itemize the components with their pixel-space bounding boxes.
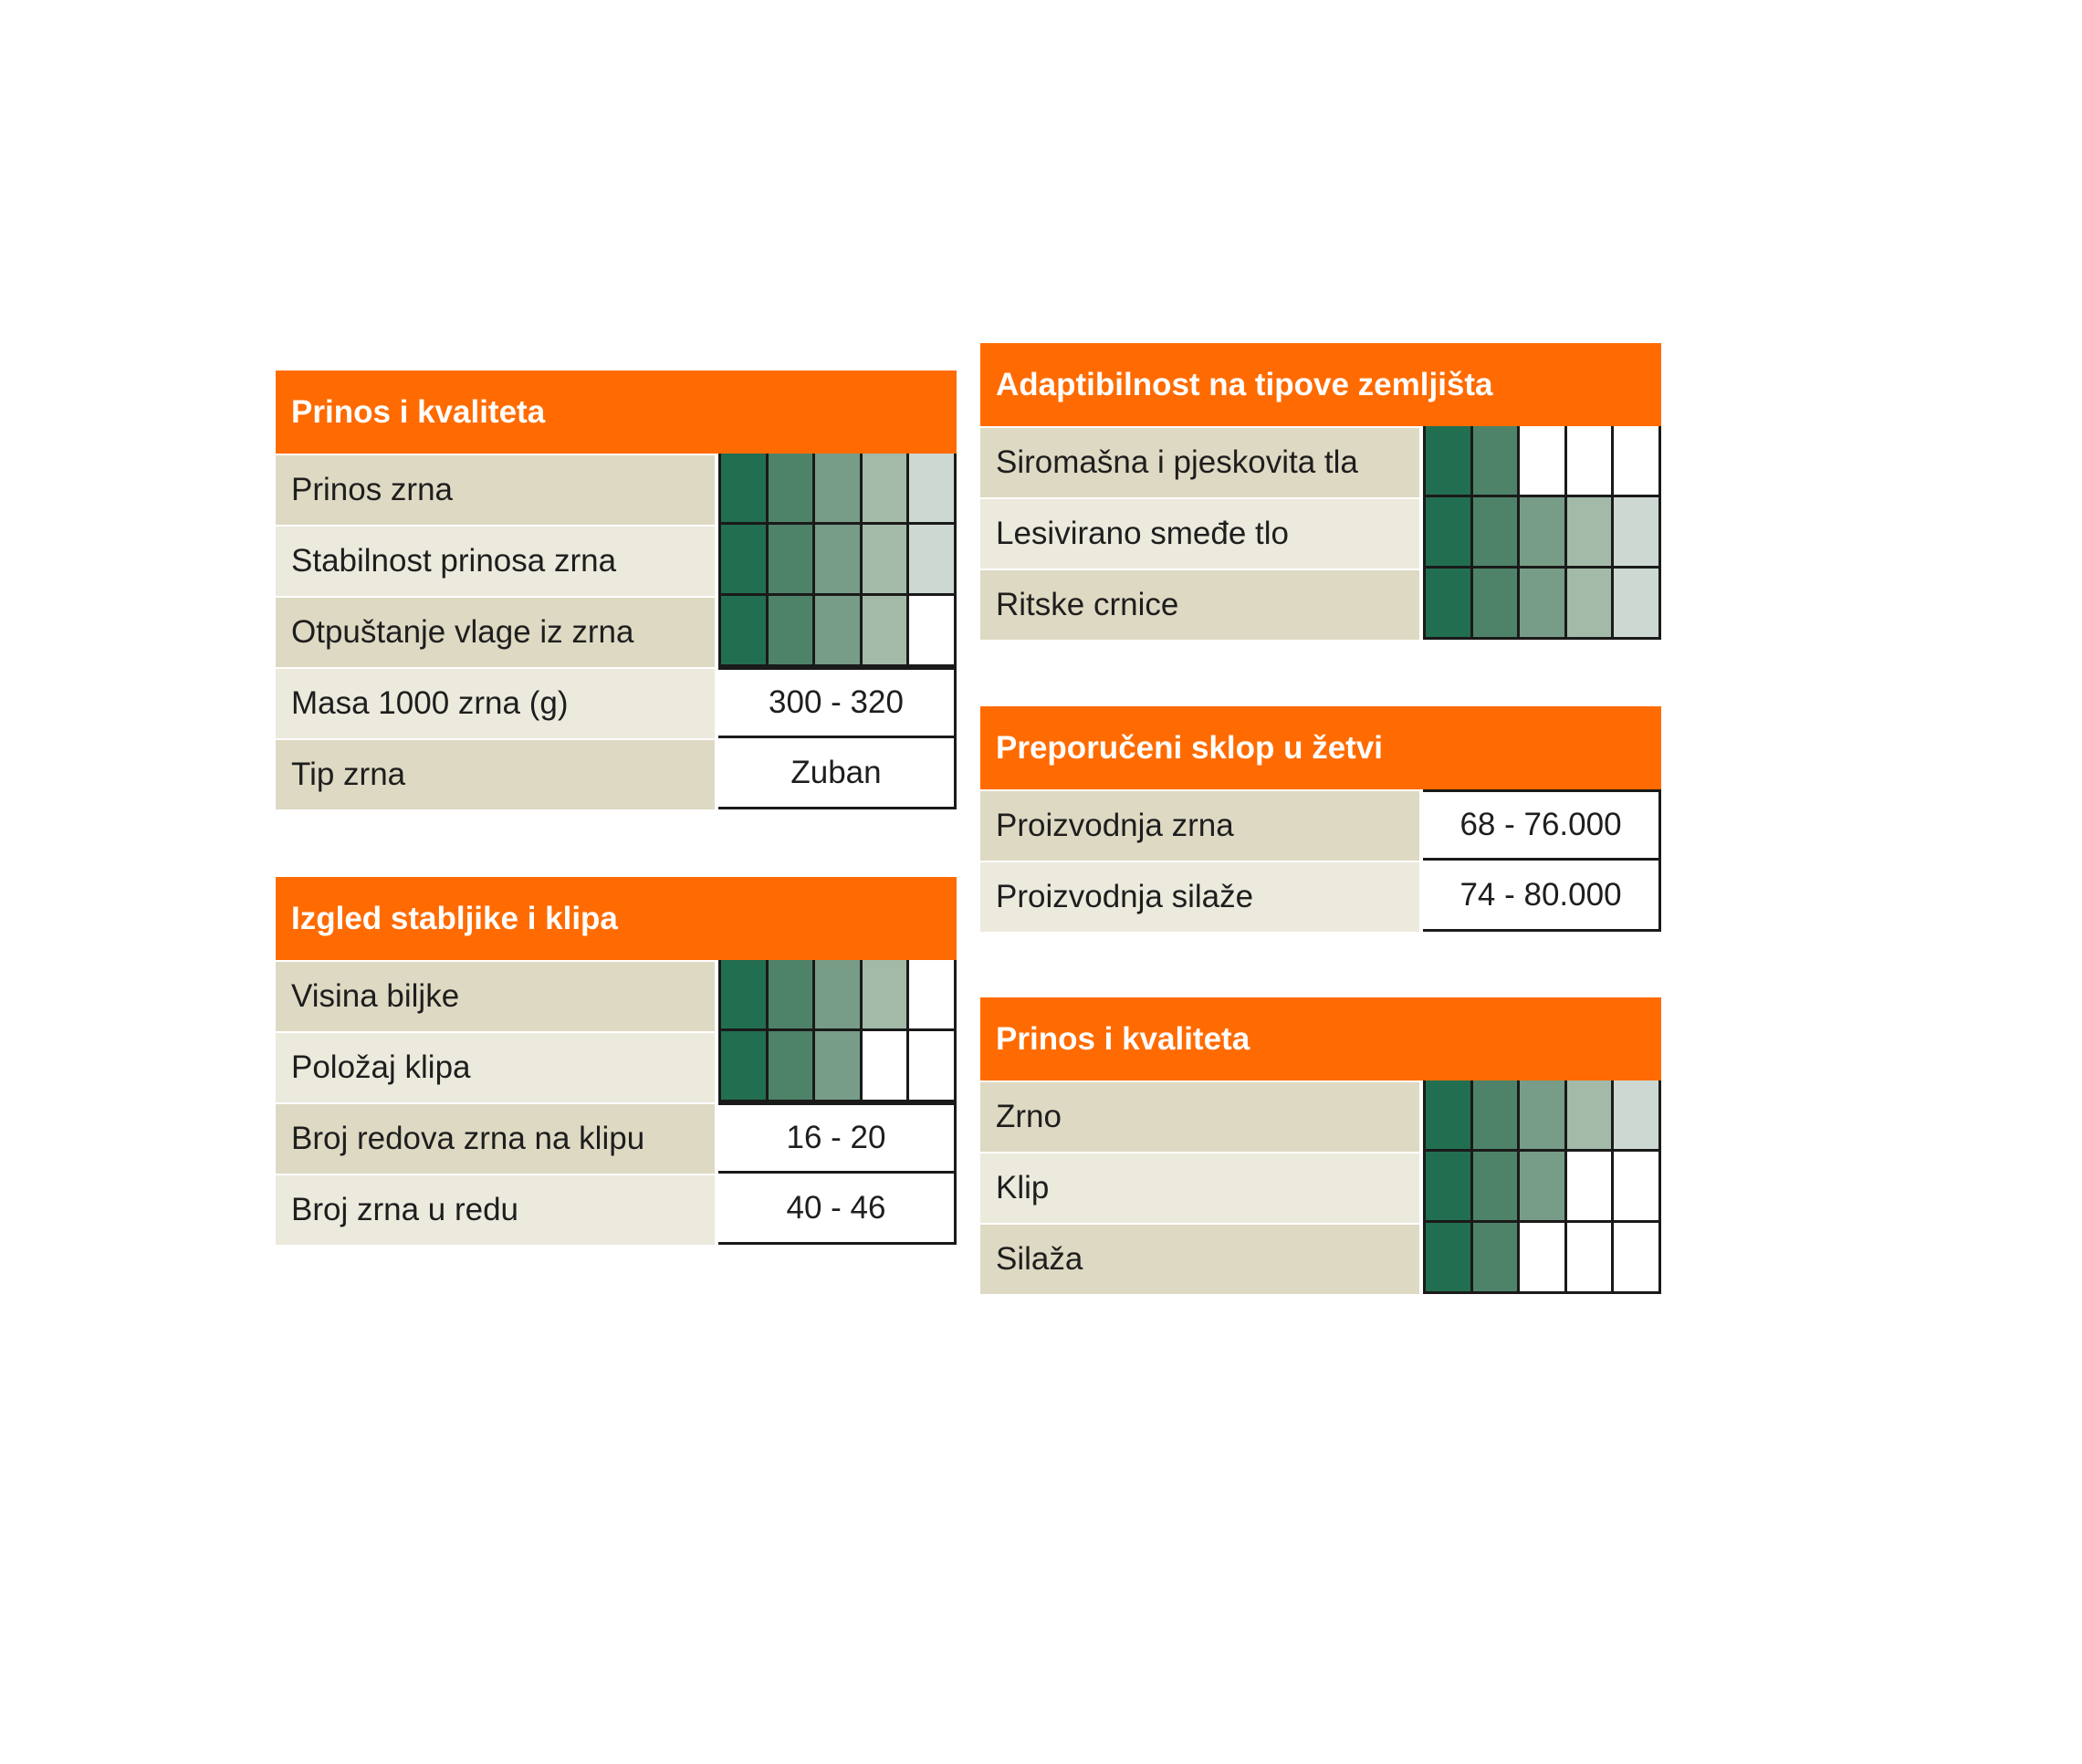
panel-title: Preporučeni sklop u žetvi bbox=[980, 706, 1661, 789]
rating-scale bbox=[1423, 426, 1661, 497]
rating-cell-empty bbox=[909, 1031, 957, 1102]
rating-cell-filled bbox=[815, 525, 863, 596]
table-row bbox=[276, 596, 957, 667]
row-label: Siromašna i pjeskovita tla bbox=[980, 428, 1419, 497]
rating-cell-filled bbox=[815, 596, 863, 667]
rating-cell-empty bbox=[1567, 426, 1615, 497]
rating-cell-empty bbox=[1614, 1152, 1661, 1223]
table-row bbox=[980, 426, 1661, 497]
rating-cell-filled bbox=[718, 454, 769, 525]
rating-cell-filled bbox=[769, 454, 816, 525]
rating-scale bbox=[1423, 497, 1661, 569]
row-label: Prinos zrna bbox=[276, 455, 715, 525]
rating-scale bbox=[1423, 1152, 1661, 1223]
rating-cell-filled bbox=[815, 1031, 863, 1102]
row-label: Stabilnost prinosa zrna bbox=[276, 527, 715, 596]
table-row bbox=[980, 1223, 1661, 1294]
rating-cell-filled bbox=[1614, 1080, 1661, 1152]
rating-cell-filled bbox=[1473, 569, 1521, 640]
rating-cell-empty bbox=[909, 960, 957, 1031]
rating-cell-filled bbox=[1423, 1223, 1473, 1294]
rating-cell-empty bbox=[909, 596, 957, 667]
row-label: Broj redova zrna na klipu bbox=[276, 1104, 715, 1174]
rating-cell-filled bbox=[863, 454, 910, 525]
rating-cell-filled bbox=[718, 1031, 769, 1102]
row-label: Zrno bbox=[980, 1082, 1419, 1152]
rating-cell-empty bbox=[1520, 426, 1567, 497]
rating-cell-filled bbox=[1423, 1152, 1473, 1223]
row-value: 300 - 320 bbox=[718, 667, 957, 738]
rating-scale bbox=[718, 960, 957, 1031]
rating-cell-filled bbox=[1567, 569, 1615, 640]
rating-cell-filled bbox=[718, 960, 769, 1031]
table-row bbox=[980, 569, 1661, 640]
row-label: Masa 1000 zrna (g) bbox=[276, 669, 715, 738]
panel-rows bbox=[980, 789, 1661, 932]
panel-prinos-kvaliteta-2 bbox=[980, 997, 1661, 1294]
rating-cell-filled bbox=[1614, 497, 1661, 569]
rating-cell-filled bbox=[769, 525, 816, 596]
row-label: Ritske crnice bbox=[980, 570, 1419, 640]
row-label: Broj zrna u redu bbox=[276, 1175, 715, 1245]
row-label: Proizvodnja silaže bbox=[980, 862, 1419, 932]
rating-scale bbox=[718, 1031, 957, 1102]
panel-izgled-stabljike bbox=[276, 877, 957, 1245]
row-label: Klip bbox=[980, 1153, 1419, 1223]
rating-cell-filled bbox=[1567, 497, 1615, 569]
panel-adaptibilnost bbox=[980, 343, 1661, 640]
panel-title: Prinos i kvaliteta bbox=[980, 997, 1661, 1080]
table-row bbox=[980, 497, 1661, 569]
rating-scale bbox=[1423, 1080, 1661, 1152]
table-row bbox=[980, 789, 1661, 861]
rating-cell-filled bbox=[909, 525, 957, 596]
rating-cell-filled bbox=[1567, 1080, 1615, 1152]
rating-cell-filled bbox=[1423, 1080, 1473, 1152]
rating-cell-filled bbox=[769, 596, 816, 667]
rating-cell-empty bbox=[1614, 1223, 1661, 1294]
row-value: Zuban bbox=[718, 738, 957, 809]
table-row bbox=[276, 454, 957, 525]
rating-cell-filled bbox=[1520, 569, 1567, 640]
rating-cell-empty bbox=[1614, 426, 1661, 497]
rating-cell-empty bbox=[863, 1031, 910, 1102]
rating-cell-filled bbox=[909, 454, 957, 525]
panel-title: Izgled stabljike i klipa bbox=[276, 877, 957, 960]
rating-cell-empty bbox=[1567, 1152, 1615, 1223]
row-label: Položaj klipa bbox=[276, 1033, 715, 1102]
rating-cell-filled bbox=[1423, 497, 1473, 569]
rating-cell-filled bbox=[1473, 1223, 1521, 1294]
table-row bbox=[980, 1152, 1661, 1223]
row-label: Lesivirano smeđe tlo bbox=[980, 499, 1419, 569]
rating-cell-filled bbox=[1473, 426, 1521, 497]
panel-rows bbox=[980, 426, 1661, 640]
rating-cell-filled bbox=[769, 960, 816, 1031]
rating-cell-filled bbox=[1520, 1152, 1567, 1223]
table-row bbox=[980, 861, 1661, 932]
rating-cell-filled bbox=[1520, 497, 1567, 569]
rating-scale bbox=[718, 596, 957, 667]
panel-prinos-kvaliteta bbox=[276, 371, 957, 809]
panel-rows bbox=[276, 454, 957, 809]
row-label: Silaža bbox=[980, 1225, 1419, 1294]
rating-cell-filled bbox=[1614, 569, 1661, 640]
rating-cell-empty bbox=[1520, 1223, 1567, 1294]
rating-cell-filled bbox=[1473, 1152, 1521, 1223]
table-row bbox=[980, 1080, 1661, 1152]
rating-cell-filled bbox=[718, 525, 769, 596]
table-row bbox=[276, 1031, 957, 1102]
table-row bbox=[276, 960, 957, 1031]
row-value: 16 - 20 bbox=[718, 1102, 957, 1174]
rating-cell-filled bbox=[1520, 1080, 1567, 1152]
rating-cell-empty bbox=[1567, 1223, 1615, 1294]
row-label: Tip zrna bbox=[276, 740, 715, 809]
table-row bbox=[276, 667, 957, 738]
row-value: 74 - 80.000 bbox=[1423, 861, 1661, 932]
rating-scale bbox=[1423, 1223, 1661, 1294]
rating-cell-filled bbox=[863, 960, 910, 1031]
row-label: Visina biljke bbox=[276, 962, 715, 1031]
rating-scale bbox=[718, 525, 957, 596]
rating-cell-filled bbox=[863, 596, 910, 667]
panel-title: Adaptibilnost na tipove zemljišta bbox=[980, 343, 1661, 426]
rating-cell-filled bbox=[718, 596, 769, 667]
rating-cell-filled bbox=[863, 525, 910, 596]
rating-cell-filled bbox=[1423, 569, 1473, 640]
rating-cell-filled bbox=[769, 1031, 816, 1102]
table-row bbox=[276, 525, 957, 596]
row-label: Otpuštanje vlage iz zrna bbox=[276, 598, 715, 667]
table-row bbox=[276, 738, 957, 809]
panel-sklop bbox=[980, 706, 1661, 932]
table-row bbox=[276, 1174, 957, 1245]
rating-cell-filled bbox=[815, 454, 863, 525]
rating-cell-filled bbox=[1473, 1080, 1521, 1152]
rating-scale bbox=[1423, 569, 1661, 640]
row-label: Proizvodnja zrna bbox=[980, 791, 1419, 861]
rating-cell-filled bbox=[815, 960, 863, 1031]
rating-scale bbox=[718, 454, 957, 525]
rating-cell-filled bbox=[1423, 426, 1473, 497]
panel-rows bbox=[276, 960, 957, 1245]
rating-cell-filled bbox=[1473, 497, 1521, 569]
row-value: 40 - 46 bbox=[718, 1174, 957, 1245]
panel-rows bbox=[980, 1080, 1661, 1294]
table-row bbox=[276, 1102, 957, 1174]
row-value: 68 - 76.000 bbox=[1423, 789, 1661, 861]
panel-title: Prinos i kvaliteta bbox=[276, 371, 957, 454]
